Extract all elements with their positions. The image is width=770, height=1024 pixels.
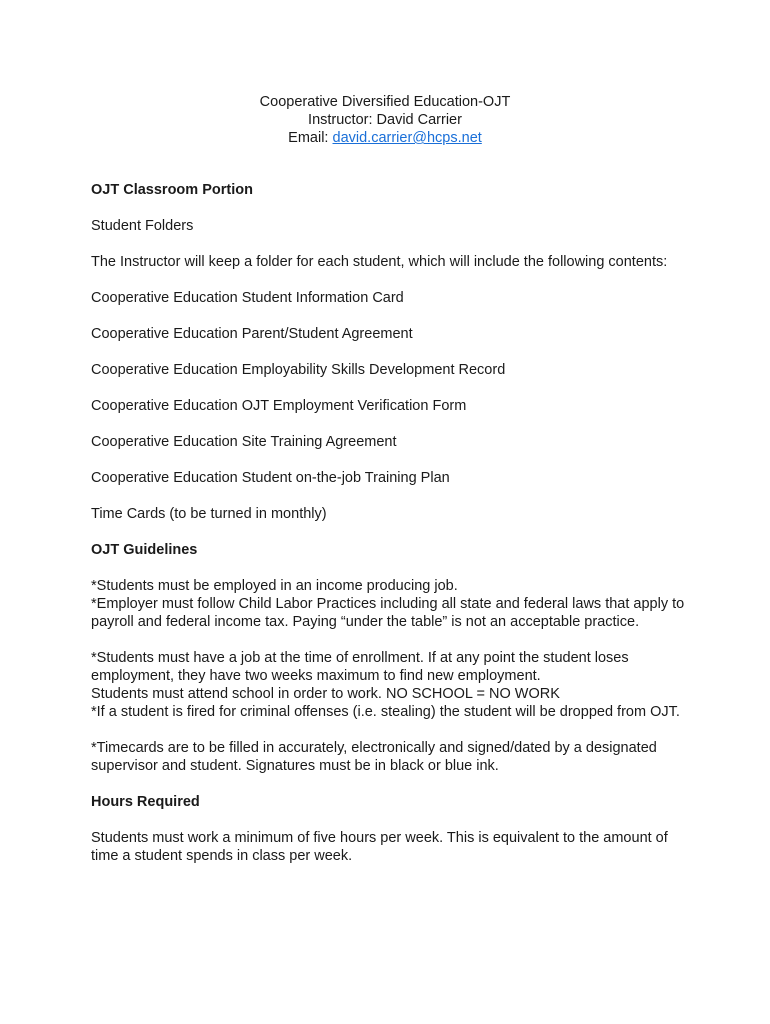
guidelines-heading: OJT Guidelines xyxy=(91,542,198,558)
folder-item: Cooperative Education Site Training Agreement xyxy=(91,434,397,450)
folder-item: Cooperative Education Parent/Student Agreement xyxy=(91,326,413,342)
email-link[interactable]: david.carrier@hcps.net xyxy=(332,130,482,146)
guideline-block-1 xyxy=(91,577,691,631)
course-title: Cooperative Diversified Education-OJT xyxy=(259,94,511,110)
folder-item: Time Cards (to be turned in monthly) xyxy=(91,506,327,522)
hours-heading: Hours Required xyxy=(91,794,200,810)
email-line xyxy=(0,129,770,147)
guideline-line: *Employer must follow Child Labor Practices including all state and federal laws that apply to payroll and federal income tax. Paying “under the table” is not an acceptable practice. xyxy=(91,596,685,630)
guideline-block-3: *Timecards are to be filled in accurately, electronically and signed/dated by a designated supervisor and student. Signatures must be in black or blue ink. xyxy=(91,740,657,774)
folders-subheading: Student Folders xyxy=(91,218,194,234)
guideline-line: *Students must be employed in an income producing job. xyxy=(91,578,458,594)
guideline-line: *Students must have a job at the time of enrollment. If at any point the student loses employment, they have two weeks maximum to find new employment. xyxy=(91,650,629,684)
guideline-block-2 xyxy=(91,649,691,721)
email-label: Email: xyxy=(288,130,333,146)
guideline-line: Students must attend school in order to work. NO SCHOOL = NO WORK xyxy=(91,686,560,702)
folder-item: Cooperative Education Student on-the-job Training Plan xyxy=(91,470,450,486)
folder-item: Cooperative Education Student Information Card xyxy=(91,290,404,306)
folder-item: Cooperative Education Employability Skills Development Record xyxy=(91,362,506,378)
guideline-line: *If a student is fired for criminal offenses (i.e. stealing) the student will be dropped from OJT. xyxy=(91,704,680,720)
document-body xyxy=(91,181,691,883)
folders-intro: The Instructor will keep a folder for each student, which will include the following contents: xyxy=(91,254,668,270)
instructor-line: Instructor: David Carrier xyxy=(308,112,462,128)
document-header xyxy=(0,93,770,147)
hours-text: Students must work a minimum of five hours per week. This is equivalent to the amount of time a student spends in class per week. xyxy=(91,830,668,864)
classroom-heading: OJT Classroom Portion xyxy=(91,182,253,198)
folder-item: Cooperative Education OJT Employment Verification Form xyxy=(91,398,467,414)
